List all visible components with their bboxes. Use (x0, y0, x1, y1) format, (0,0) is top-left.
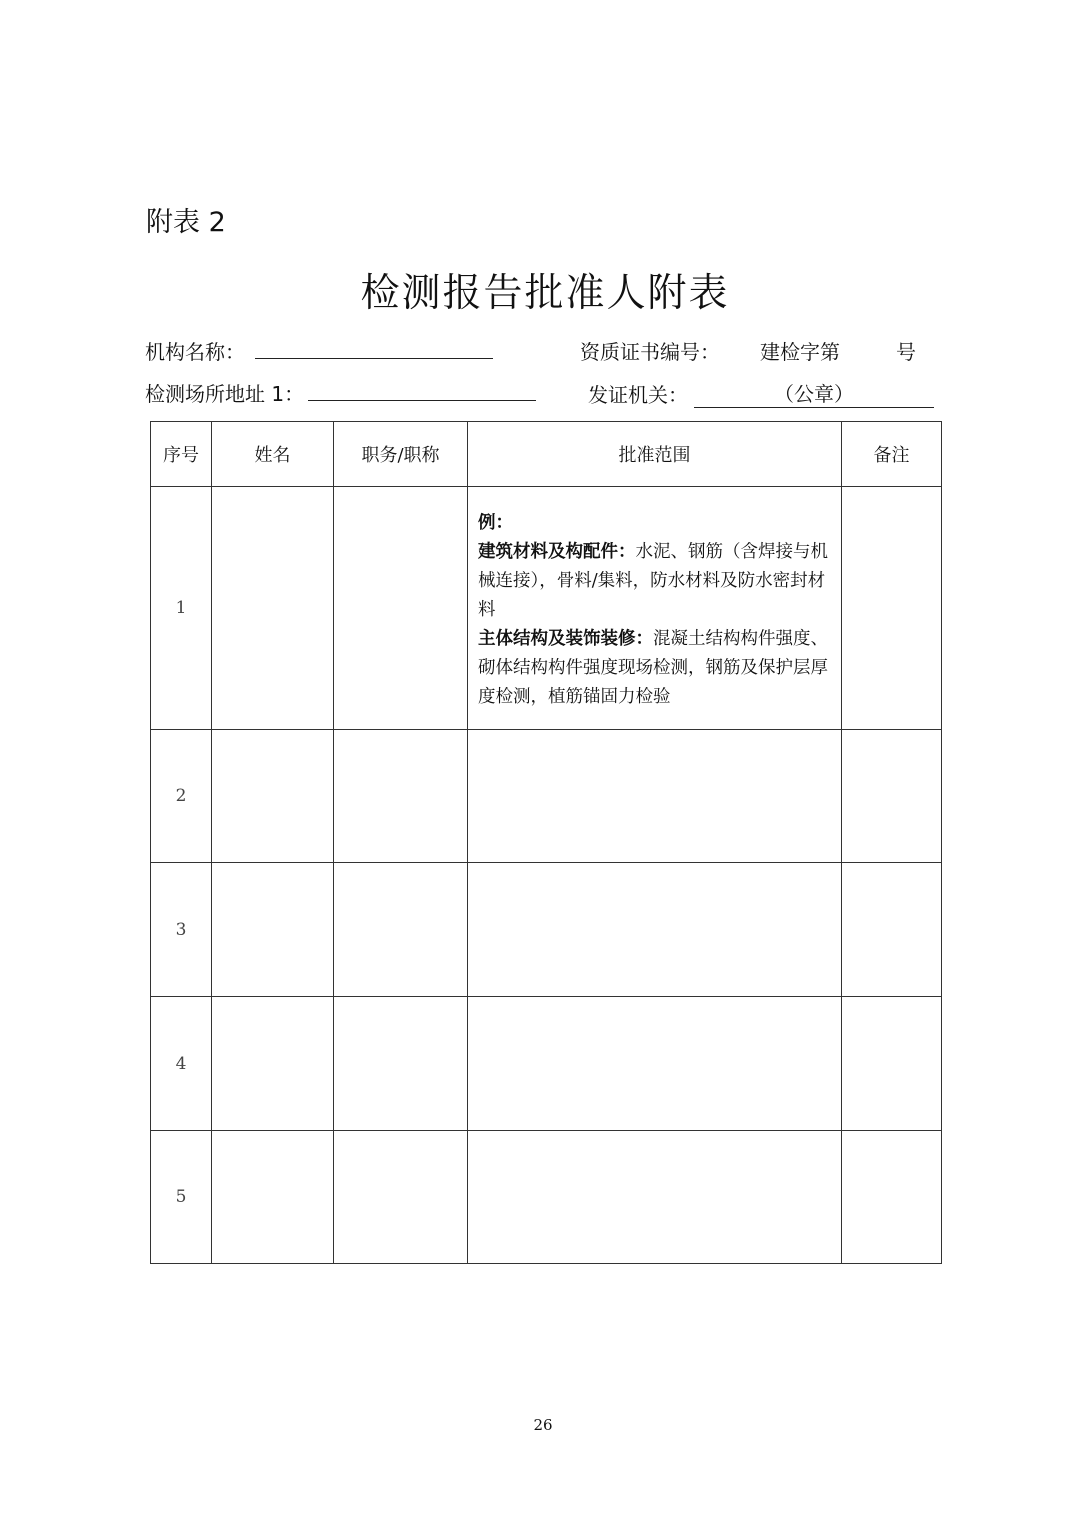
scope-cell[interactable] (468, 1131, 842, 1264)
remark-cell[interactable] (842, 487, 942, 730)
position-cell[interactable] (334, 487, 468, 730)
issuer-stamp-line (694, 378, 934, 408)
name-cell[interactable] (212, 997, 334, 1131)
row-number: 5 (151, 1131, 212, 1264)
table-header-row (151, 422, 942, 487)
scope-cell[interactable] (468, 487, 842, 730)
site-address-label: 检测场所地址 1： (145, 382, 305, 406)
position-cell[interactable] (334, 997, 468, 1131)
issuer-field (588, 378, 934, 408)
org-name-label: 机构名称： (145, 340, 245, 364)
table-row (151, 863, 942, 997)
scope-category: 主体结构及装饰装修： (478, 629, 653, 649)
table-row (151, 997, 942, 1131)
header-scope: 批准范围 (468, 422, 842, 487)
row-number: 1 (151, 487, 212, 730)
name-cell[interactable] (212, 1131, 334, 1264)
scope-cell[interactable] (468, 863, 842, 997)
table-row (151, 487, 942, 730)
remark-cell[interactable] (842, 997, 942, 1131)
position-cell[interactable] (334, 863, 468, 997)
header-position: 职务/职称 (334, 422, 468, 487)
cert-no-label: 资质证书编号： (580, 340, 720, 364)
scope-text: 混凝土结构构件强度、砌体结构构件强度现场检测，钢筋及保护层厚度检测，植筋锚固力检验 (478, 629, 828, 707)
approvers-table (150, 421, 942, 1264)
scope-text: 水泥、钢筋（含焊接与机械连接），骨料/集料，防水材料及防水密封材料 (478, 542, 828, 620)
name-cell[interactable] (212, 730, 334, 863)
remark-cell[interactable] (842, 1131, 942, 1264)
scope-cell[interactable] (468, 730, 842, 863)
site-address-blank (308, 399, 536, 401)
header-remark: 备注 (842, 422, 942, 487)
row-number: 3 (151, 863, 212, 997)
cert-no-suffix: 号 (896, 340, 916, 364)
scope-intro: 例： (478, 513, 513, 533)
cert-no-prefix: 建检字第 (760, 340, 840, 364)
issuer-stamp: （公章） (774, 382, 854, 406)
row-number: 2 (151, 730, 212, 863)
position-cell[interactable] (334, 1131, 468, 1264)
org-name-field (145, 336, 493, 365)
site-address-field (145, 378, 536, 407)
header-name: 姓名 (212, 422, 334, 487)
table-row (151, 730, 942, 863)
remark-cell[interactable] (842, 863, 942, 997)
scope-item (478, 538, 833, 625)
name-cell[interactable] (212, 863, 334, 997)
position-cell[interactable] (334, 730, 468, 863)
cert-no-field (580, 336, 916, 365)
document-title: 检测报告批准人附表 (360, 271, 730, 316)
table-row (151, 1131, 942, 1264)
page-number: 26 (533, 1416, 553, 1434)
remark-cell[interactable] (842, 730, 942, 863)
scope-category: 建筑材料及构配件： (478, 542, 636, 562)
scope-item (478, 625, 833, 712)
header-no: 序号 (151, 422, 212, 487)
scope-cell[interactable] (468, 997, 842, 1131)
org-name-blank (255, 357, 493, 359)
issuer-label: 发证机关： (588, 383, 688, 407)
attachment-label: 附表 2 (146, 207, 226, 238)
name-cell[interactable] (212, 487, 334, 730)
row-number: 4 (151, 997, 212, 1131)
